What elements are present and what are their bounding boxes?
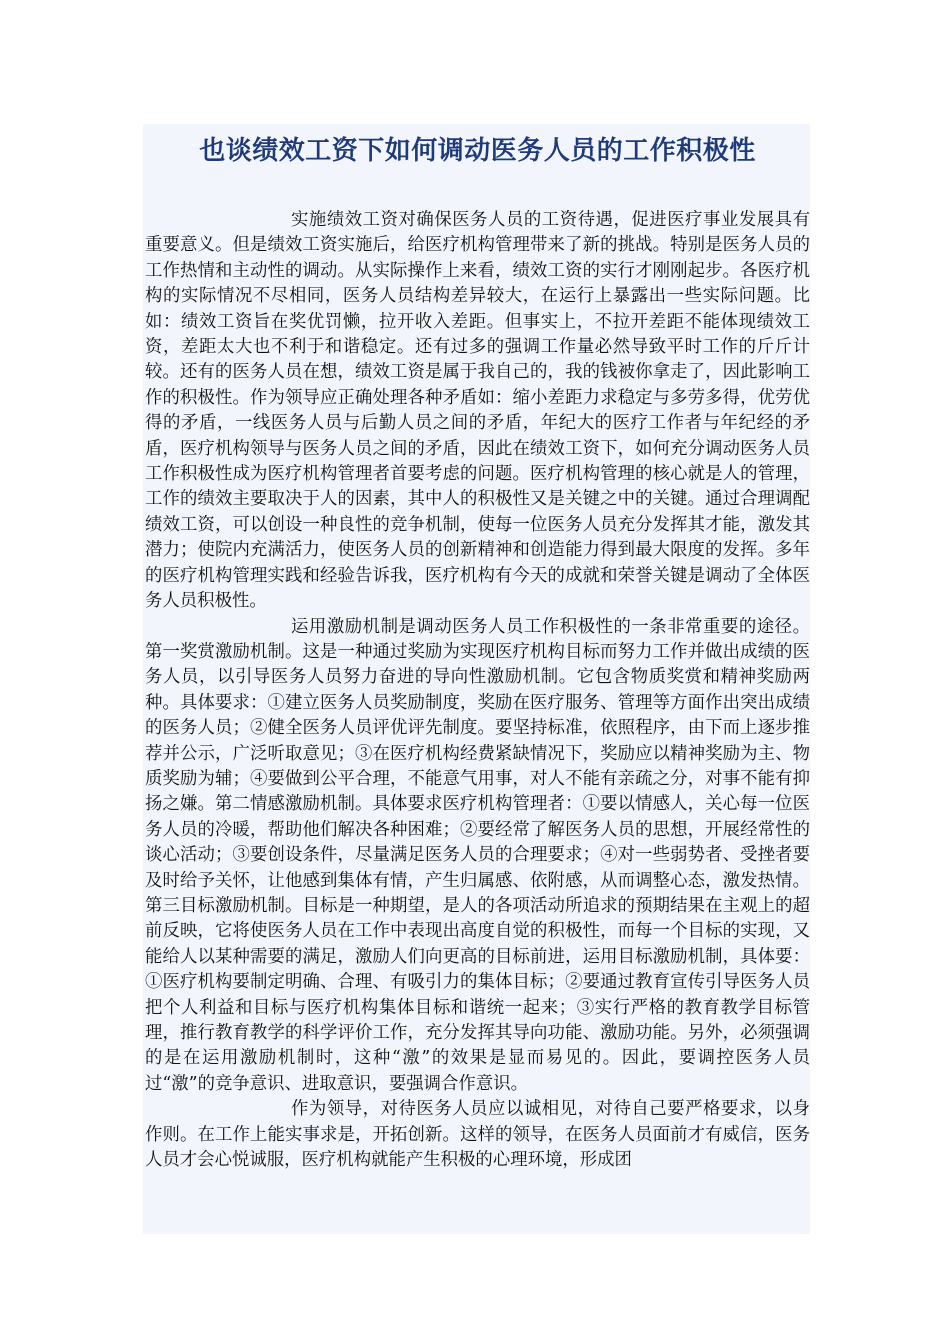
document-title: 也谈绩效工资下如何调动医务人员的工作积极性 xyxy=(199,136,756,166)
article-text xyxy=(145,208,810,1173)
document-body xyxy=(145,124,810,1173)
paragraph-2: 运用激励机制是调动医务人员工作积极性的一条非常重要的途径。第一奖赏激励机制。这是一种通过奖励为实现医疗机构目标而努力工作并做出成绩的医务人员，以引导医务人员努力奋进的导向性激励机制。它包含物质奖赏和精神奖励两种。具体要求：①建立医务人员奖励制度，奖励在医疗服务、管理等方面作出突出成绩的医务人员；②健全医务人员评优评先制度。要坚持标准，依照程序，由下而上逐步推荐并公示，广泛听取意见；③在医疗机构经费紧缺情况下，奖励应以精神奖励为主、物质奖励为辅；④要做到公平合理，不能意气用事，对人不能有亲疏之分，对事不能有抑扬之嫌。第二情感激励机制。具体要求医疗机构管理者：①要以情感人，关心每一位医务人员的冷暖，帮助他们解决各种困难；②要经常了解医务人员的思想，开展经常性的谈心活动；③要创设条件，尽量满足医务人员的合理要求；④对一些弱势者、受挫者要及时给予关怀，让他感到集体有情，产生归属感、依附感，从而调整心态，激发热情。第三目标激励机制。目标是一种期望，是人的各项活动所追求的预期结果在主观上的超前反映，它将使医务人员在工作中表现出高度自觉的积极性，而每一个目标的实现，又能给人以某种需要的满足，激励人们向更高的目标前进，运用目标激励机制，具体要：①医疗机构要制定明确、合理、有吸引力的集体目标；②要通过教育宣传引导医务人员把个人利益和目标与医疗机构集体目标和谐统一起来；③实行严格的教育教学目标管理，推行教育教学的科学评价工作，充分发挥其导向功能、激励功能。另外，必须强调的是在运用激励机制时，这种“激”的效果是显而易见的。因此，要调控医务人员过“激”的竞争意识、进取意识，要强调合作意识。 xyxy=(145,616,810,1094)
paragraph-1: 实施绩效工资对确保医务人员的工资待遇，促进医疗事业发展具有重要意义。但是绩效工资实施后，给医疗机构管理带来了新的挑战。特别是医务人员的工作热情和主动性的调动。从实际操作上来看，绩效工资的实行才刚刚起步。各医疗机构的实际情况不尽相同，医务人员结构差异较大，在运行上暴露出一些实际问题。比如：绩效工资旨在奖优罚懒，拉开收入差距。但事实上，不拉开差距不能体现绩效工资，差距太大也不利于和谐稳定。还有过多的强调工作量必然导致平时工作的斤斤计较。还有的医务人员在想，绩效工资是属于我自己的，我的钱被你拿走了，因此影响工作的积极性。作为领导应正确处理各种矛盾如：缩小差距力求稳定与多劳多得，优劳优得的矛盾，一线医务人员与后勤人员之间的矛盾，年纪大的医疗工作者与年纪经的矛盾，医疗机构领导与医务人员之间的矛盾，因此在绩效工资下，如何充分调动医务人员工作积极性成为医疗机构管理者首要考虑的问题。医疗机构管理的核心就是人的管理，工作的绩效主要取决于人的因素，其中人的积极性又是关键之中的关键。通过合理调配绩效工资，可以创设一种良性的竞争机制，使每一位医务人员充分发挥其才能，激发其潜力；使院内充满活力，使医务人员的创新精神和创造能力得到最大限度的发挥。多年的医疗机构管理实践和经验告诉我，医疗机构有今天的成就和荣誉关键是调动了全体医务人员积极性。 xyxy=(145,210,810,612)
paragraph-3: 作为领导，对待医务人员应以诚相见，对待自己要严格要求，以身作则。在工作上能实事求是，开拓创新。这样的领导，在医务人员面前才有威信，医务人员才会心悦诚服，医疗机构就能产生积极的心理环境，形成团 xyxy=(145,1099,810,1171)
